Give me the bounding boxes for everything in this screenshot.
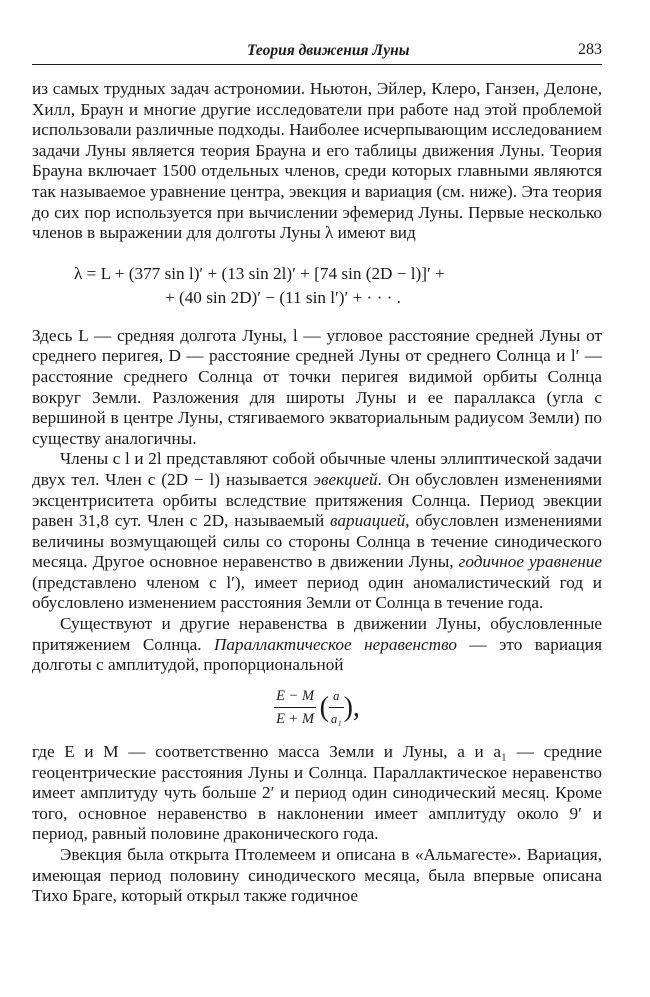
paragraph-4 [32, 614, 602, 676]
paragraph-1: из самых трудных задач астрономии. Ньютон, Эйлер, Клеро, Ганзен, Делоне, Хилл, Браун и многие другие исследователи при работе над этой проблемой использовали различные подходы. Наиболее исчерпывающим исследованием задачи Луны является теория Брауна и его таблицы движения Луны. Теория Брауна включает 1500 отдельных членов, среди которых главными являются так называемое уравнение центра, эвекция и вариация (см. ниже). Эта теория до сих пор используется при вычислении эфемерид Луны. Первые несколько членов в выражении для долготы Луны λ имеют вид [32, 79, 602, 243]
p3-text-a: Члены с l и 2l представляют собой обычные члены эллиптической задачи двух тел. Член с (2D − l) называется [32, 449, 602, 489]
paragraph-6: Эвекция была открыта Птолемеем и описана в «Альмагесте». Вариация, имеющая период половину синодического месяца, была впервые описана Тихо Браге, который открыл также годичное [32, 845, 602, 906]
formula-line-1: λ = L + (377 sin l)′ + (13 sin 2l)′ + [74 sin (2D − l)]′ + [74, 263, 445, 283]
page-body [32, 79, 602, 907]
mass-fraction-denominator: E + M [276, 711, 315, 728]
paragraph-3 [32, 449, 602, 614]
p3-text-d: (представлено членом с l′), имеет период один аномалистический год и обусловлено изменением расстояния Земли от Солнца в течение года. [32, 572, 602, 613]
p3-text-c: , обусловлен изменениями величины возмущающей силы со стороны Солнца в течение синодического месяца. Другое основное неравенство в движении Луны, [32, 511, 603, 572]
close-paren-comma: ), [343, 691, 360, 723]
page-header [32, 38, 602, 65]
paragraph-2: Здесь L — средняя долгота Луны, l — угловое расстояние средней Луны от среднего перигея, D — расстояние средней Луны от среднего Солнца и l′ — расстояние среднего Солнца от точки перигея видимой орбиты Солнца вокруг Земли. Разложения для широты Луны и ее параллакса (угла с вершиной в центре Луны, стягиваемого экваториальным радиусом Земли) по существу аналогичны. [32, 325, 602, 448]
distance-fraction [329, 686, 344, 730]
open-paren: ( [319, 691, 329, 723]
page-number: 283 [578, 41, 602, 58]
book-page [32, 38, 602, 907]
paragraph-5: где E и M — соответственно масса Земли и Луны, a и a₁ — средние геоцентрические расстояния Луны и Солнца. Параллактическое неравенство имеет амплитуду чуть больше 2′ и период один синодический месяц. Кроме того, основное неравенство в наклонении имеет амплитуду около 9′ и период, равный половине драконического года. [32, 742, 602, 844]
mass-fraction-numerator: E − M [274, 686, 316, 709]
longitude-formula [32, 262, 602, 310]
p4-text-b: — это вариация долготы с амплитудой, пропорциональной [32, 634, 602, 675]
distance-fraction-denominator: a₁ [331, 712, 342, 727]
formula-line-2: + (40 sin 2D)′ − (11 sin l′)′ + · · · . [165, 287, 401, 307]
term-variation: вариацией [330, 511, 406, 531]
distance-fraction-numerator: a [329, 686, 344, 709]
p4-text-a: Существуют и другие неравенства в движении Луны, обусловленные притяжением Солнца. [32, 614, 602, 654]
running-title: Теория движения Луны [247, 42, 410, 59]
mass-ratio-formula [32, 686, 602, 730]
term-parallactic-inequality: Параллактическое неравенство [214, 634, 457, 654]
term-evection: эвекцией [313, 469, 378, 489]
p3-text-b: . Он обусловлен изменениями эксцентриситета орбиты вследствие притяжения Солнца. Период эвекции равен 31,8 сут. Член с 2D, называемый [32, 469, 602, 531]
mass-fraction [274, 686, 316, 730]
term-annual-equation: годичное уравнение [458, 552, 602, 572]
